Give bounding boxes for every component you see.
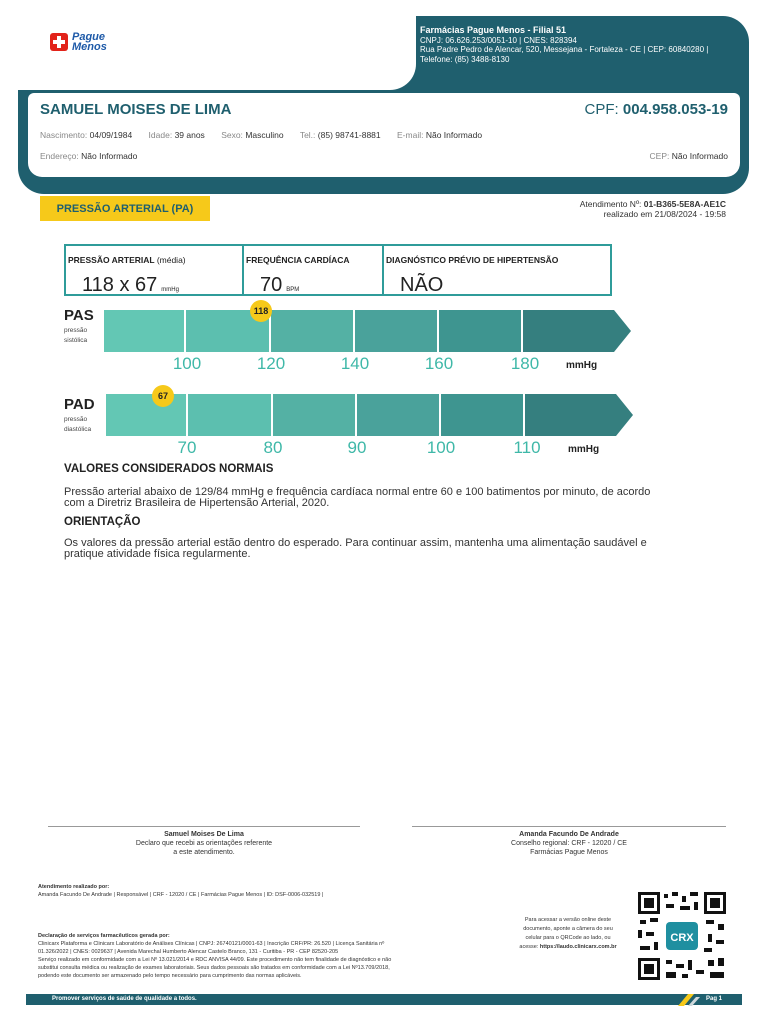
page-number: Pag 1 <box>705 996 722 1002</box>
cross-icon <box>50 33 68 51</box>
pad-unit: mmHg <box>568 444 600 455</box>
pharmacy-address: Rua Padre Pedro de Alencar, 520, Messejana - Fortaleza - CE | CEP: 60840280 | <box>420 45 709 54</box>
footer-bar <box>26 994 742 1005</box>
pad-seg-2 <box>188 394 271 436</box>
pas-unit: mmHg <box>566 360 598 371</box>
pharmacy-info <box>420 26 750 64</box>
patient-signature: Samuel Moises De Lima Declaro que recebi as orientações referente a este atendimento. <box>135 831 273 856</box>
qr-instructions: Para acessar a versão online deste documento, aponte a câmera do seu celular para o QRCode ao lado, ou acesse: https://laudo.clinicarx.com.br <box>519 917 617 950</box>
pas-seg-6 <box>523 310 631 352</box>
pressure-value: 118 x 67 <box>82 274 158 296</box>
patient-details: Nascimento: 04/09/1984 Idade: 39 anos Sexo: Masculino Tel.: (85) 98741-8881 E-mail: Não Informado <box>40 130 483 140</box>
pharmacy-name: Farmácias Pague Menos - Filial 51 <box>420 25 567 35</box>
patient-name: SAMUEL MOISES DE LIMA <box>40 101 232 118</box>
declaration: Declaração de serviços farmacêuticos gerada por: Clinicarx Plataforma e Clinicarx Laboratório de Análises Clínicas | CNPJ: 26740121/0001-63 | Inscrição CRF/PR: 26.520 | Licença Sanitária nº 01.326/2022 | CNES: 0029637 | Avenida Marechal Humberto Alencar Castelo Branco, 131 - Curitiba - PR - CEP 82520-205 Serviço realizado em conformidade com a Lei Nº 13.021/2014 e RDC ANVISA 44/09. Este procedimento não tem finalidade de diagnóstico e não substitui consulta médica ou realização de exames laboratoriais. Seus dados pessoais são tratados em conformidade com a Lei Nº13.709/2018, podendo este documento ser armazenado pelo tempo necessário para cumprimento das normas aplicáveis. <box>38 933 392 979</box>
pad-tick: 100 <box>426 438 456 457</box>
realizado-date: realizado em 21/08/2024 - 19:58 <box>603 209 726 219</box>
pas-seg-3 <box>271 310 353 352</box>
patient-email: Não Informado <box>425 130 483 140</box>
logo-line1: Pague <box>72 31 106 43</box>
pas-tick: 140 <box>340 354 370 373</box>
normals-text: Pressão arterial abaixo de 129/84 mmHg e frequência cardíaca normal entre 60 e 100 batimentos por minuto, de acordo com a Diretriz Brasileira de Hipertensão Arterial, 2020. <box>64 486 651 509</box>
patient-birth: 04/09/1984 <box>89 130 133 140</box>
pad-label: PAD <box>64 396 95 413</box>
patient-cpf: CPF: 004.958.053-19 <box>584 101 728 118</box>
exam-title-badge: PRESSÃO ARTERIAL (PA) <box>40 196 210 221</box>
atendimento-number: 01-B365-5E8A-AE1C <box>643 199 726 209</box>
logo-line2: Menos <box>72 41 107 53</box>
patient-signature-line <box>48 826 360 827</box>
pad-marker: 67 <box>152 385 174 407</box>
pas-tick: 160 <box>424 354 454 373</box>
atendimento-info: Atendimento Nº: 01-B365-5E8A-AE1C realizado em 21/08/2024 - 19:58 <box>579 199 726 219</box>
crx-badge-label: CRX <box>670 932 694 944</box>
pad-tick: 80 <box>263 438 283 457</box>
pharmacy-cnpj: CNPJ: 06.626.253/0051-10 | CNES: 828394 <box>420 35 577 45</box>
pad-tick: 110 <box>513 438 541 457</box>
heart-rate-box: FREQUÊNCIA CARDÍACA 70 BPM <box>242 244 384 296</box>
pad-seg-3 <box>273 394 355 436</box>
pas-label: PAS <box>64 307 94 324</box>
heart-rate-value: 70 <box>260 274 283 296</box>
pressure-box: PRESSÃO ARTERIAL (média) 118 x 67 mmHg <box>64 244 244 296</box>
pas-tick: 120 <box>256 354 286 373</box>
qr-code-icon[interactable] <box>636 890 728 982</box>
pad-tick: 70 <box>177 438 197 457</box>
footer-slogan: Promover serviços de saúde de qualidade a todos. <box>52 996 197 1002</box>
pharmacist-signature: Amanda Facundo De Andrade Conselho regional: CRF - 12020 / CE Farmácias Pague Menos <box>511 831 627 856</box>
patient-address: Endereço: Não Informado <box>40 151 138 161</box>
hypertension-value: NÃO <box>400 274 444 296</box>
pas-seg-4 <box>355 310 437 352</box>
pad-seg-4 <box>357 394 439 436</box>
pad-seg-5 <box>441 394 523 436</box>
pas-seg-1 <box>104 310 184 352</box>
pague-menos-logo <box>50 32 107 52</box>
patient-phone: (85) 98741-8881 <box>317 130 381 140</box>
patient-sex: Masculino <box>245 130 284 140</box>
hypertension-box: DIAGNÓSTICO PRÉVIO DE HIPERTENSÃO NÃO <box>382 244 612 296</box>
logo-area <box>18 16 416 90</box>
patient-age: 39 anos <box>174 130 205 140</box>
laudo-link[interactable]: https://laudo.clinicarx.com.br <box>539 944 617 950</box>
pas-marker: 118 <box>250 300 272 322</box>
pad-tick: 90 <box>347 438 367 457</box>
normals-title: VALORES CONSIDERADOS NORMAIS <box>64 463 274 475</box>
pharmacist-signature-line <box>412 826 726 827</box>
pas-tick: 180 <box>510 354 540 373</box>
pad-seg-1 <box>106 394 186 436</box>
orientation-title: ORIENTAÇÃO <box>64 516 141 528</box>
pas-scale-bar <box>104 310 632 352</box>
attended-by: Atendimento realizado por: Amanda Facundo De Andrade | Responsável | CRF - 12020 / CE | Farmácias Pague Menos | ID: DSF-0006-032519 | <box>38 884 324 898</box>
orientation-text: Os valores da pressão arterial estão dentro do esperado. Para continuar assim, mantenha uma alimentação saudável e pratique atividade física regularmente. <box>64 537 647 560</box>
pas-tick: 100 <box>172 354 202 373</box>
pad-seg-6 <box>525 394 633 436</box>
pad-scale-bar <box>106 394 634 436</box>
pharmacy-phone: Telefone: (85) 3488-8130 <box>420 54 510 64</box>
pas-seg-5 <box>439 310 521 352</box>
patient-cep: CEP: Não Informado <box>649 151 728 161</box>
